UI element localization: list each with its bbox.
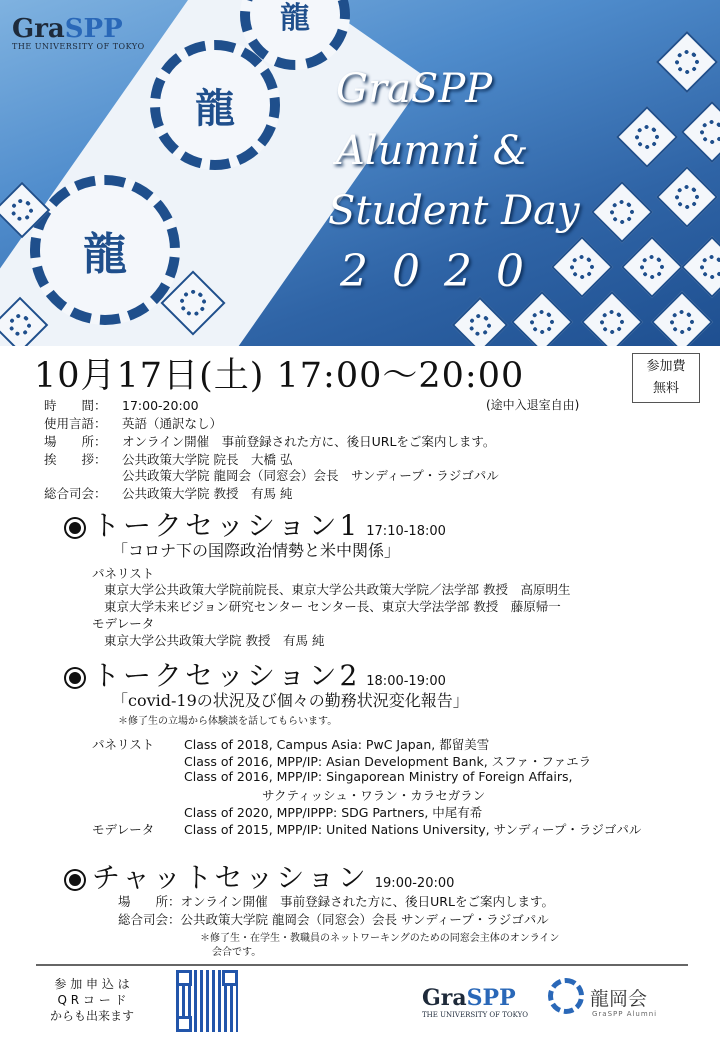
pattern-tile-icon bbox=[616, 106, 678, 168]
session1-moderator: 東京大学公共政策大学院 教授 有馬 純 bbox=[104, 633, 325, 648]
event-title-line2: Alumni & bbox=[336, 128, 529, 174]
session1-panelist: 東京大学未来ビジョン研究センター センター長、東京大学法学部 教授 藤原帰一 bbox=[104, 599, 561, 614]
event-title-line1: GraSPP bbox=[336, 66, 493, 112]
qr-finder-icon bbox=[176, 1016, 192, 1032]
footer-divider bbox=[36, 964, 688, 966]
ryuokai-logo-subtext: GraSPP Alumni bbox=[592, 1010, 658, 1018]
session2-note: ＊修了生の立場から体験談を話してもらいます。 bbox=[118, 716, 338, 727]
header-banner bbox=[0, 0, 720, 346]
pattern-tile-icon bbox=[452, 297, 509, 346]
pattern-tile-icon bbox=[591, 181, 653, 243]
session2-panelist: サクティッシュ・ワラン・カラセガラン bbox=[262, 788, 486, 803]
session3-mc: 総合司会：公共政策大学院 龍岡会（同窓会）会長 サンディープ・ラジゴパル bbox=[118, 912, 549, 927]
bullet-icon bbox=[66, 871, 84, 889]
bullet-icon bbox=[66, 669, 84, 687]
fee-value: 無料 bbox=[652, 381, 679, 396]
fee-box bbox=[632, 353, 700, 403]
session3-place: 場 所：オンライン開催 事前登録された方に、後日URLをご案内します。 bbox=[118, 894, 554, 909]
session2-moderator: Class of 2015, MPP/IP: United Nations University, サンディープ・ラジゴパル bbox=[184, 822, 642, 837]
pattern-tile-icon bbox=[651, 291, 713, 346]
session1-heading: トークセッション1 17:10-18:00 bbox=[66, 504, 446, 544]
dragon-emblem-icon: 龍 bbox=[30, 175, 180, 325]
session1-panelist: 東京大学公共政策大学院前院長、東京大学公共政策大学院／法学部 教授 高原明生 bbox=[104, 582, 571, 597]
session3-note: ＊修了生・在学生・教職員のネットワーキングのための同窓会主体のオンライン bbox=[200, 933, 560, 944]
registration-qr-code[interactable] bbox=[176, 970, 238, 1032]
info-row-place: 場 所： オンライン開催 事前登録された方に、後日URLをご案内します。 bbox=[44, 434, 496, 449]
session2-heading: トークセッション2 18:00-19:00 bbox=[66, 654, 446, 694]
graspp-logo: GraSPP THE UNIVERSITY OF TOKYO bbox=[12, 14, 145, 51]
session2-panelist: Class of 2020, MPP/IPPP: SDG Partners, 中尾有希 bbox=[184, 805, 483, 820]
info-row-greeting-2: 公共政策大学院 龍岡会（同窓会）会長 サンディープ・ラジゴパル bbox=[122, 468, 499, 483]
session1-moderator-label: モデレータ bbox=[92, 616, 155, 631]
ryuokai-logo-text: 龍岡会 bbox=[590, 988, 648, 1010]
qr-finder-icon bbox=[222, 970, 238, 986]
session2-panelist-label: パネリスト bbox=[92, 737, 155, 752]
pattern-tile-icon bbox=[656, 31, 718, 93]
session2-panelist: Class of 2018, Campus Asia: PwC Japan, 都留美雪 bbox=[184, 737, 490, 752]
session1-panelist-label: パネリスト bbox=[92, 566, 155, 581]
drop-in-note: (途中入退室自由) bbox=[486, 398, 580, 412]
session3-note-2: 会合です。 bbox=[212, 947, 262, 958]
session2-moderator-label: モデレータ bbox=[92, 822, 155, 837]
ryuokai-emblem-icon bbox=[548, 978, 584, 1014]
event-title-line3: Student Day bbox=[328, 188, 580, 234]
qr-finder-icon bbox=[176, 970, 192, 986]
session2-panelist: Class of 2016, MPP/IP: Singaporean Ministry of Foreign Affairs, bbox=[184, 769, 573, 784]
info-row-time: 時 間： 17:00-20:00 bbox=[44, 398, 199, 413]
qr-label: 参 加 申 込 は Q R コ ー ド からも出来ます bbox=[50, 977, 135, 1023]
info-row-mc: 総合司会： 公共政策大学院 教授 有馬 純 bbox=[44, 486, 293, 501]
dragon-emblem-icon: 龍 bbox=[150, 40, 280, 170]
pattern-tile-icon bbox=[551, 236, 613, 298]
dragon-emblem-icon: 龍 bbox=[240, 0, 350, 70]
info-row-greeting: 挨 拶： 公共政策大学院 院長 大橋 弘 bbox=[44, 452, 293, 467]
session3-heading: チャットセッション 19:00-20:00 bbox=[66, 856, 454, 896]
session1-subtitle: 「コロナ下の国際政治情勢と米中関係」 bbox=[112, 541, 401, 560]
bullet-icon bbox=[66, 519, 84, 537]
pattern-tile-icon bbox=[656, 166, 718, 228]
session2-subtitle: 「covid-19の状況及び個々の勤務状況変化報告」 bbox=[112, 691, 469, 710]
session2-panelist: Class of 2016, MPP/IP: Asian Development Bank, スファ・ファエラ bbox=[184, 754, 592, 769]
pattern-tile-icon bbox=[681, 101, 720, 163]
event-title-year: 2020 bbox=[340, 246, 548, 297]
pattern-tile-icon bbox=[511, 291, 573, 346]
pattern-tile-icon bbox=[621, 236, 683, 298]
info-row-language: 使用言語： 英語（通訳なし） bbox=[44, 416, 223, 431]
pattern-tile-icon bbox=[681, 236, 720, 298]
fee-label: 参加費 bbox=[646, 359, 686, 374]
pattern-tile-icon bbox=[581, 291, 643, 346]
event-date: 10月17日(土) 17:00〜20:00 bbox=[34, 356, 525, 396]
footer-graspp-logo: GraSPP THE UNIVERSITY OF TOKYO bbox=[422, 985, 529, 1019]
